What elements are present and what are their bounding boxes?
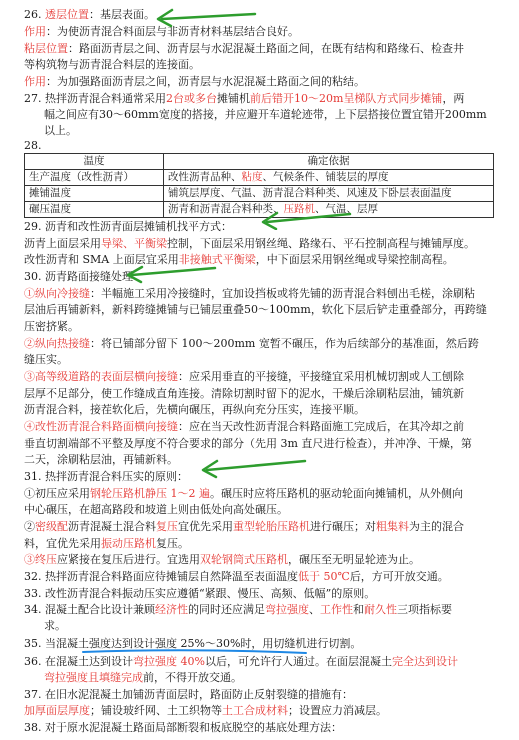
text-red: 粗集料 xyxy=(376,520,409,533)
text-red: 钢轮压路机静压 1～2 遍 xyxy=(90,487,210,500)
text: 、 xyxy=(309,603,320,616)
text-red: ③终压 xyxy=(24,553,57,566)
table-row xyxy=(25,170,494,186)
text: ；铺设玻纤网、土工织物等 xyxy=(90,704,222,717)
line-30b: 层油后再铺新料，新料跨缝摊铺与已铺层重叠50～100mm，软化下层后铲走重叠部分，再跨缝 xyxy=(24,303,487,316)
heading-red: 透层位置 xyxy=(45,8,89,21)
item-37 xyxy=(24,688,504,702)
text: ，中下面层采用钢丝绳或导梁控制高程。 xyxy=(255,253,454,266)
text: ①初压应采用 xyxy=(24,487,90,500)
line-30k: 二天，涂刷粘层油，再铺新料。 xyxy=(24,453,178,466)
item-number: 26. xyxy=(24,8,42,21)
text-red: 耐久性 xyxy=(364,603,397,616)
text: 对于原水泥混凝土路面局部断裂和板底脱空的基底处理方法： xyxy=(45,721,342,734)
text: 热拌沥青混合料压实的原则： xyxy=(45,470,188,483)
item-33 xyxy=(24,587,504,601)
text-red: ②纵向热接缝 xyxy=(24,337,90,350)
text: 。碾压时应将压路机的驱动轮面向摊铺机，从外侧向 xyxy=(210,487,463,500)
text-red: 弯拉强度 40% xyxy=(133,655,205,668)
text: 控制，下面层采用钢丝绳、路缘石、平石控制高程与摊铺厚度。 xyxy=(167,237,475,250)
text: 热拌沥青混合料通常采用 xyxy=(45,92,166,105)
line-37a xyxy=(24,704,504,718)
item-number: 34. xyxy=(24,603,42,616)
text-red: 完全达到设计 xyxy=(391,655,458,668)
text: ：应采用垂直的平接缝，平接缝宜采用机械切割或人工刨除 xyxy=(178,370,464,383)
line-30f xyxy=(24,370,504,384)
item-number: 29. xyxy=(24,220,42,233)
text: 后，方可开放交通。 xyxy=(349,570,449,583)
table-header: 确定依据 xyxy=(164,154,494,170)
text: ：为使沥青混合料面层与非沥青材料基层结合良好。 xyxy=(46,25,299,38)
item-number: 37. xyxy=(24,688,42,701)
text: ② xyxy=(24,520,35,533)
text-red: 振动压路机 xyxy=(101,537,156,550)
line-30j: 垂直切割端部不平整及厚度不符合要求的部分（先用 3m 直尺进行检查），并冲净、干燥，第 xyxy=(24,437,472,450)
text: ，碾压至无明显轮迹为止。 xyxy=(288,553,420,566)
table-cell: 碾压温度 xyxy=(25,202,164,218)
item-number: 32. xyxy=(24,570,42,583)
item-30 xyxy=(24,270,504,284)
text: ：路面沥青层之间、沥青层与水泥混凝土路面之间，在既有结构和路缘石、检查井 xyxy=(68,42,464,55)
text-red: ①纵向冷接缝 xyxy=(24,287,90,300)
green-arrow-icon xyxy=(150,4,260,28)
line-30a xyxy=(24,287,504,301)
item-number: 35. xyxy=(24,637,42,650)
text: 、气温、层厚 xyxy=(315,203,378,215)
line-27b: 幅之间应有30～60mm宽度的搭接，并应避开车道轮迹带，上下层搭接位置宜错开200mm xyxy=(44,108,487,121)
label-red: 作用 xyxy=(24,25,46,38)
text-red: 双轮钢筒式压路机 xyxy=(200,553,288,566)
text-red: 低于 50℃ xyxy=(298,570,350,583)
text-red: 加厚面层厚度 xyxy=(24,704,90,717)
text-red: ④改性沥青混合料路面横向接缝 xyxy=(24,420,178,433)
item-number: 36. xyxy=(24,655,42,668)
text: 当混凝土强度达到设计强度 25%～30%时，用切缝机进行切割。 xyxy=(45,637,362,650)
text-red: 导梁、平衡梁 xyxy=(101,237,167,250)
label-red: 作用 xyxy=(24,75,46,88)
line-30d xyxy=(24,337,504,351)
table-cell xyxy=(164,170,494,186)
text: 为主的混合 xyxy=(409,520,464,533)
line-30c: 压密挤紧。 xyxy=(24,320,79,333)
text: ：基层表面。 xyxy=(89,8,155,21)
text: 、气候条件、铺装层的厚度 xyxy=(262,171,389,183)
text: 应紧接在复压后进行。宜选用 xyxy=(57,553,200,566)
item-26 xyxy=(24,8,504,22)
text: 混凝土配合比设计兼顾 xyxy=(45,603,155,616)
text: ；设置应力消减层。 xyxy=(288,704,387,717)
text-red: 密级配 xyxy=(35,520,68,533)
text: 三项指标要 xyxy=(397,603,452,616)
text-red: 复压 xyxy=(156,520,178,533)
line-26d xyxy=(24,75,504,89)
item-number: 28. xyxy=(24,139,42,152)
table-cell: 铺筑层厚度、气温、沥青混合料种类、风速及下卧层表面温度 xyxy=(164,186,494,202)
text-red: ③高等级道路的表面层横向接缝 xyxy=(24,370,178,383)
text-red: 10～20m xyxy=(294,92,344,105)
green-arrow-icon xyxy=(255,208,355,230)
text-red: 弯拉强度 xyxy=(265,603,309,616)
blue-underline xyxy=(80,646,310,658)
text: 热拌沥青混合料路面应待摊铺层自然降温至表面温度 xyxy=(45,570,298,583)
table-cell: 摊铺温度 xyxy=(25,186,164,202)
item-number: 31. xyxy=(24,470,42,483)
item-34 xyxy=(24,603,504,617)
line-30e: 缝压实。 xyxy=(24,353,68,366)
text: 和 xyxy=(353,603,364,616)
text: 以后，可允许行人通过。在面层混凝土 xyxy=(204,655,392,668)
line-36b xyxy=(44,671,519,685)
text-red: 土工合成材料 xyxy=(222,704,288,717)
line-30h: 沥青混合料，接茬软化后，先横向碾压，再纵向充分压实，连接平顺。 xyxy=(24,403,365,416)
green-arrow-icon xyxy=(195,455,310,479)
text-red: 非接触式平衡梁 xyxy=(178,253,256,266)
line-31c xyxy=(24,520,504,534)
text: 改性沥青混合料振动压实应遵循“紧跟、慢压、高频、低幅”的原则。 xyxy=(45,587,376,600)
text: 摊铺机 xyxy=(217,92,250,105)
line-26b xyxy=(24,42,504,56)
line-34b: 求。 xyxy=(44,619,66,632)
line-27c: 以上。 xyxy=(44,124,77,137)
text: 沥青路面接缝处理： xyxy=(45,270,144,283)
text: ：为加强路面沥青层之间，沥青层与水泥混凝土路面之间的粘结。 xyxy=(46,75,365,88)
text-red: 弯拉强度且填缝完成 xyxy=(44,671,143,684)
text-red: 压路机 xyxy=(283,203,315,215)
text-red: 工作性 xyxy=(320,603,353,616)
text: 宜优先采用 xyxy=(178,520,233,533)
line-30i xyxy=(24,420,504,434)
green-arrow-icon xyxy=(120,262,220,284)
text-red: 重型轮胎压路机 xyxy=(233,520,310,533)
text: ：半幅施工采用冷接缝时，宜加设挡板或将先铺的沥青混合料刨出毛槎，涂刷粘 xyxy=(90,287,475,300)
item-32 xyxy=(24,570,504,584)
item-number: 38. xyxy=(24,721,42,734)
label-red: 粘层位置 xyxy=(24,42,68,55)
item-28 xyxy=(24,139,504,153)
table-row xyxy=(25,186,494,202)
text-red: 呈梯队方式同步摊铺 xyxy=(343,92,443,105)
text: ，两 xyxy=(442,92,465,105)
line-31d xyxy=(24,537,504,551)
text: 沥青和改性沥青面层摊铺机找平方式： xyxy=(45,220,232,233)
text: 改性沥青和 SMA 上面层宜采用 xyxy=(24,253,179,266)
line-30g: 层厚不足部分，使工作缝成直角连接。清除切割时留下的泥水，干燥后涂刷粘层油，铺筑新 xyxy=(24,387,464,400)
line-31e xyxy=(24,553,504,567)
text: 在混凝土达到设计 xyxy=(45,655,133,668)
text-red: 粘度 xyxy=(241,171,263,183)
line-31a xyxy=(24,487,504,501)
text: 改性沥青品种、 xyxy=(168,171,242,183)
text: 进行碾压；对 xyxy=(310,520,376,533)
item-number: 33. xyxy=(24,587,42,600)
line-31b: 中心碾压，在超高路段和坡道上则由低处向高处碾压。 xyxy=(24,503,288,516)
text: ：将已铺部分留下 100～200mm 宽暂不碾压，作为后续部分的基准面，然后跨 xyxy=(90,337,479,350)
item-38 xyxy=(24,721,504,735)
text-red: 2台或多台 xyxy=(166,92,217,105)
line-29a xyxy=(24,237,504,251)
text-red: 经济性 xyxy=(155,603,188,616)
text: 沥青和沥青混合料种类、 xyxy=(168,203,284,215)
text: 的同时还应满足 xyxy=(188,603,265,616)
line-26a xyxy=(24,25,504,39)
table-header-row xyxy=(25,154,494,170)
item-number: 30. xyxy=(24,270,42,283)
text: 沥青上面层采用 xyxy=(24,237,101,250)
text-red: 前后错开 xyxy=(250,92,294,105)
line-29b xyxy=(24,253,504,267)
text: ：应在当天改性沥青混合料路面施工完成后，在其冷却之前 xyxy=(178,420,464,433)
text: 前，不得开放交通。 xyxy=(143,671,242,684)
text: 复压。 xyxy=(156,537,189,550)
item-27 xyxy=(24,92,504,106)
text: 沥青混凝土混合料 xyxy=(68,520,156,533)
table-header: 温度 xyxy=(25,154,164,170)
text: 在旧水泥混凝土加铺沥青面层时，路面防止反射裂缝的措施有： xyxy=(45,688,353,701)
item-number: 27. xyxy=(24,92,42,105)
table-cell: 生产温度（改性沥青） xyxy=(25,170,164,186)
line-26c: 等构筑物与沥青混合料层的连接面。 xyxy=(24,58,200,71)
text: 料，宜优先采用 xyxy=(24,537,101,550)
